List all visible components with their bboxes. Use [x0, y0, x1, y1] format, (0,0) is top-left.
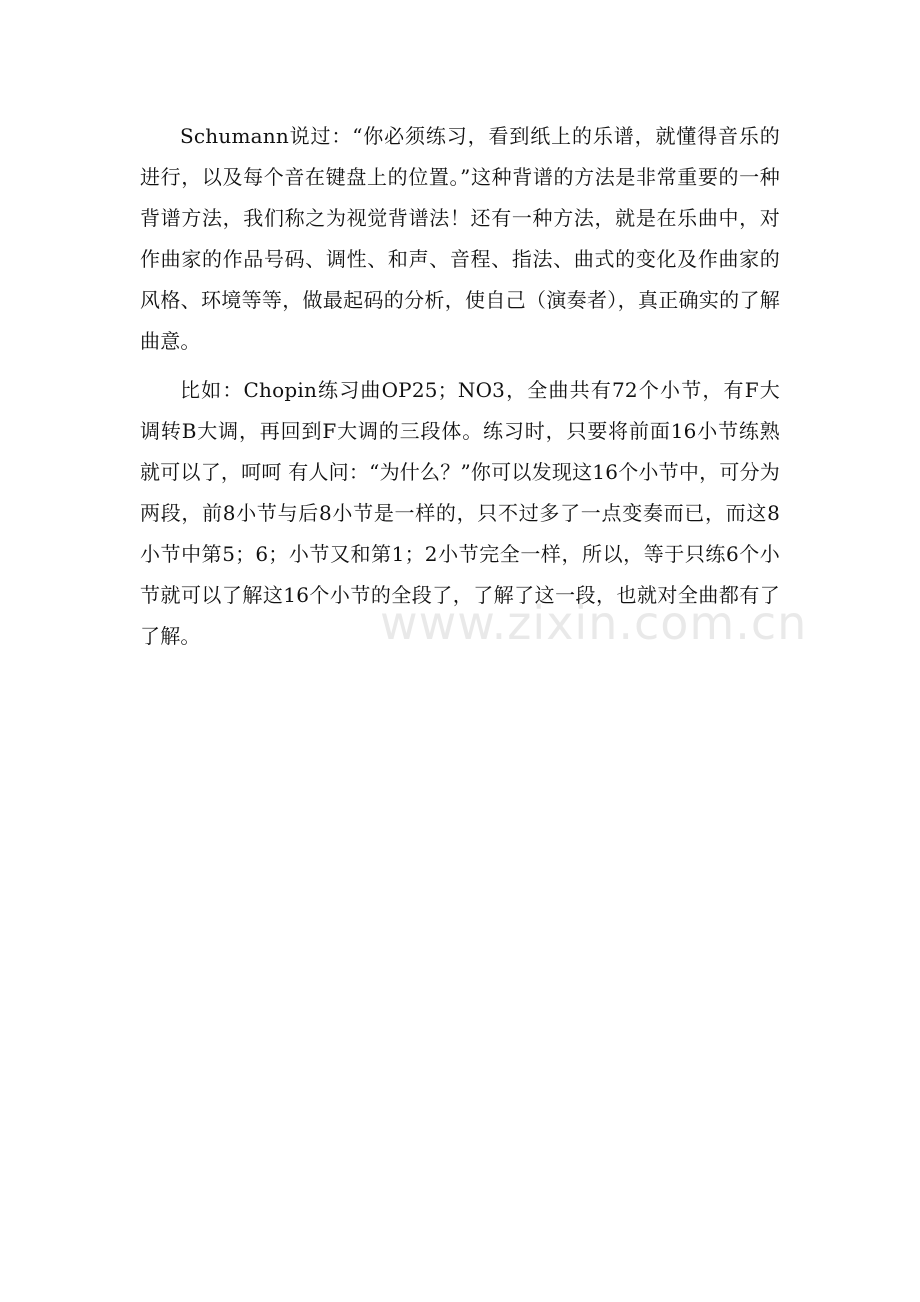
document-body [140, 116, 780, 657]
paragraph-schumann: Schumann说过：“你必须练习，看到纸上的乐谱，就懂得音乐的进行，以及每个音在键盘上的位置。”这种背谱的方法是非常重要的一种背谱方法，我们称之为视觉背谱法！还有一种方法，就是在乐曲中，对作曲家的作品号码、调性、和声、音程、指法、曲式的变化及作曲家的风格、环境等等，做最起码的分析，使自己（演奏者），真正确实的了解曲意。 [140, 124, 780, 353]
watermark: www.zixin.com.cn [380, 596, 808, 650]
paragraph-chopin: 比如：Chopin练习曲OP25；NO3，全曲共有72个小节，有F大调转B大调，再回到F大调的三段体。练习时，只要将前面16小节练熟就可以了，呵呵 有人问：“为什么？”你可以发现这16个小节中，可分为两段，前8小节与后8小节是一样的，只不过多了一点变奏而已，而这8小节中第5；6；小节又和第1；2小节完全一样，所以，等于只练6个小节就可以了解这16个小节的全段了，了解了这一段，也就对全曲都有了了解。 [140, 378, 780, 648]
